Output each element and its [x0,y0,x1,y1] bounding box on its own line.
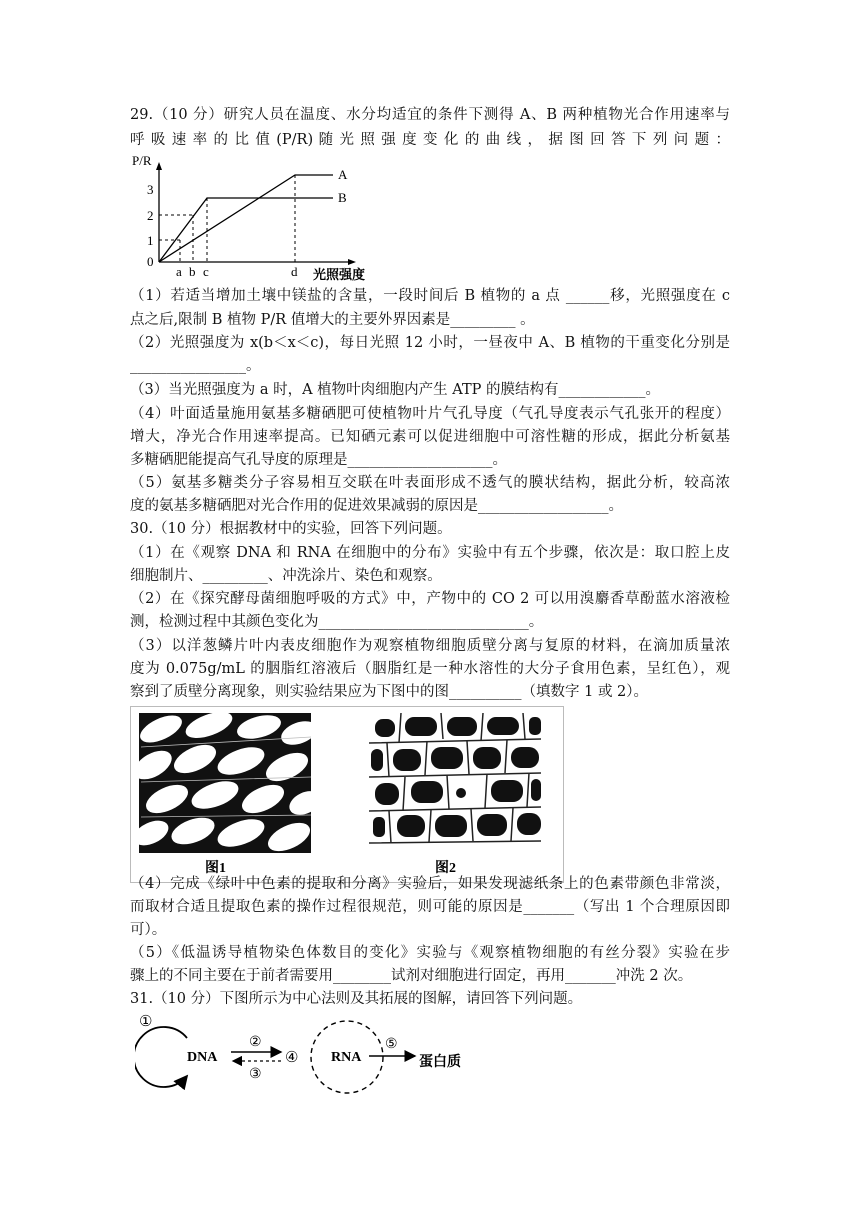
graph-ytick-1: 1 [147,233,154,248]
graph-y-arrow [156,162,162,170]
graph-x-arrow [348,259,356,265]
q30-heading: 30.（10 分）根据教材中的实验，回答下列问题。 [130,521,452,537]
curve-b [159,198,333,262]
step-3-marker: ③ [249,1067,262,1082]
q30-sub4-line-1: （4）完成《绿叶中色素的提取和分离》实验后，如果发现滤纸条上的色素带颜色非常淡， [130,876,730,892]
fig-2-label: 图2 [435,861,456,876]
micrograph-2 [369,713,541,853]
graph-xtick-d: d [291,264,298,279]
pr-light-graph [128,152,388,282]
q29-sub5-line-1: （5）氨基多糖类分子容易相互交联在叶表面形成不透气的膜状结构，据此分析，较高浓 [130,475,730,491]
q29-sub2-line-1: （2）光照强度为 x(b＜x＜c)，每日光照 12 小时，一昼夜中 A、B 植物的干重变化分别是 [130,335,730,351]
q29-sub3: （3）当光照强度为 a 时，A 植物叶肉细胞内产生 ATP 的膜结构有____________。 [130,382,660,398]
q29-sub1-line-1: （1）若适当增加土壤中镁盐的含量，一段时间后 B 植物的 a 点 ______移，光照强度在 c [130,288,730,304]
q30-sub3-line-2: 度为 0.075g/mL 的胭脂红溶液后（胭脂红是一种水溶性的大分子食用色素，呈红色），观 [130,661,730,677]
step-5-marker: ⑤ [385,1037,398,1052]
graph-xtick-a: a [176,264,182,279]
graph-xtick-b: b [189,264,196,279]
step-2-marker: ② [249,1035,262,1050]
q30-sub5-line-2: 骤上的不同主要在于前者需要用________试剂对细胞进行固定，再用_______冲洗 2 次。 [130,968,693,984]
q30-sub3-line-1: （3）以洋葱鳞片叶内表皮细胞作为观察植物细胞质壁分离与复原的材料，在滴加质量浓 [130,638,730,654]
protein-node: 蛋白质 [419,1055,461,1070]
curve-a-label: A [338,167,348,182]
q30-sub1-line-1: （1）在《观察 DNA 和 RNA 在细胞中的分布》实验中有五个步骤，依次是：取口腔上皮 [130,545,730,561]
replication-arc [135,1027,187,1087]
step-4-marker: ④ [285,1050,299,1066]
graph-ytick-3: 3 [147,182,154,197]
graph-ytick-2: 2 [147,208,154,223]
curve-a [159,175,333,262]
step-1-marker: ① [139,1014,153,1030]
q31-heading: 31.（10 分）下图所示为中心法则及其拓展的图解，请回答下列问题。 [130,991,583,1007]
graph-x-label: 光照强度 [313,267,366,282]
q30-sub5-line-1: （5）《低温诱导植物染色体数目的变化》实验与《观察植物细胞的有丝分裂》实验在步 [130,945,730,961]
q29-sub4-line-3: 多糖硒肥能提高气孔导度的原理是____________________。 [130,452,507,468]
q29-sub1-line-2: 点之后,限制 B 植物 P/R 值增大的主要外界因素是_________ 。 [130,312,535,328]
graph-y-label: P/R [132,153,152,168]
q29-line-1: 29.（10 分）研究人员在温度、水分均适宜的条件下测得 A、B 两种植物光合作用速率与 [130,107,730,123]
q30-sub2-line-2: 测，检测过程中其颜色变化为_____________________________。 [130,614,544,630]
central-dogma-diagram [135,1010,475,1100]
micrograph-figure [130,706,564,883]
rna-node: RNA [331,1050,362,1065]
graph-xtick-c: c [203,264,209,279]
q30-sub4-line-2: 而取材合适且提取色素的操作过程很规范，则可能的原因是_______（写出 1 个合理原因即 [130,899,730,915]
q30-sub3-line-3: 察到了质壁分离现象，则实验结果应为下图中的图__________（填数字 1 或 2）。 [130,684,649,700]
q29-line-2: 呼 吸 速 率 的 比 值 (P/R) 随 光 照 强 度 变 化 的 曲 线 ， 据 图 回 答 下 列 问 题 ： [130,132,730,148]
micrograph-1 [131,707,324,856]
q29-sub4-line-1: （4）叶面适量施用氨基多糖硒肥可使植物叶片气孔导度（气孔导度表示气孔张开的程度） [130,406,730,422]
q29-sub4-line-2: 增大，净光合作用速率提高。已知硒元素可以促进细胞中可溶性糖的形成，据此分析氨基 [130,429,730,445]
q30-sub4-line-3: 可）。 [130,922,167,938]
fig-1-label: 图1 [205,861,226,876]
q29-sub5-line-2: 度的氨基多糖硒肥对光合作用的促进效果减弱的原因是__________________。 [130,498,623,514]
q30-sub1-line-2: 细胞制片、_________、冲洗涂片、染色和观察。 [130,568,442,584]
q29-sub2-line-2: ________________。 [130,358,261,374]
q30-sub2-line-1: （2）在《探究酵母菌细胞呼吸的方式》中，产物中的 CO 2 可以用溴麝香草酚蓝水溶液检 [130,591,730,607]
dna-node: DNA [187,1050,218,1065]
curve-b-label: B [338,190,347,205]
graph-ytick-0: 0 [147,254,154,269]
